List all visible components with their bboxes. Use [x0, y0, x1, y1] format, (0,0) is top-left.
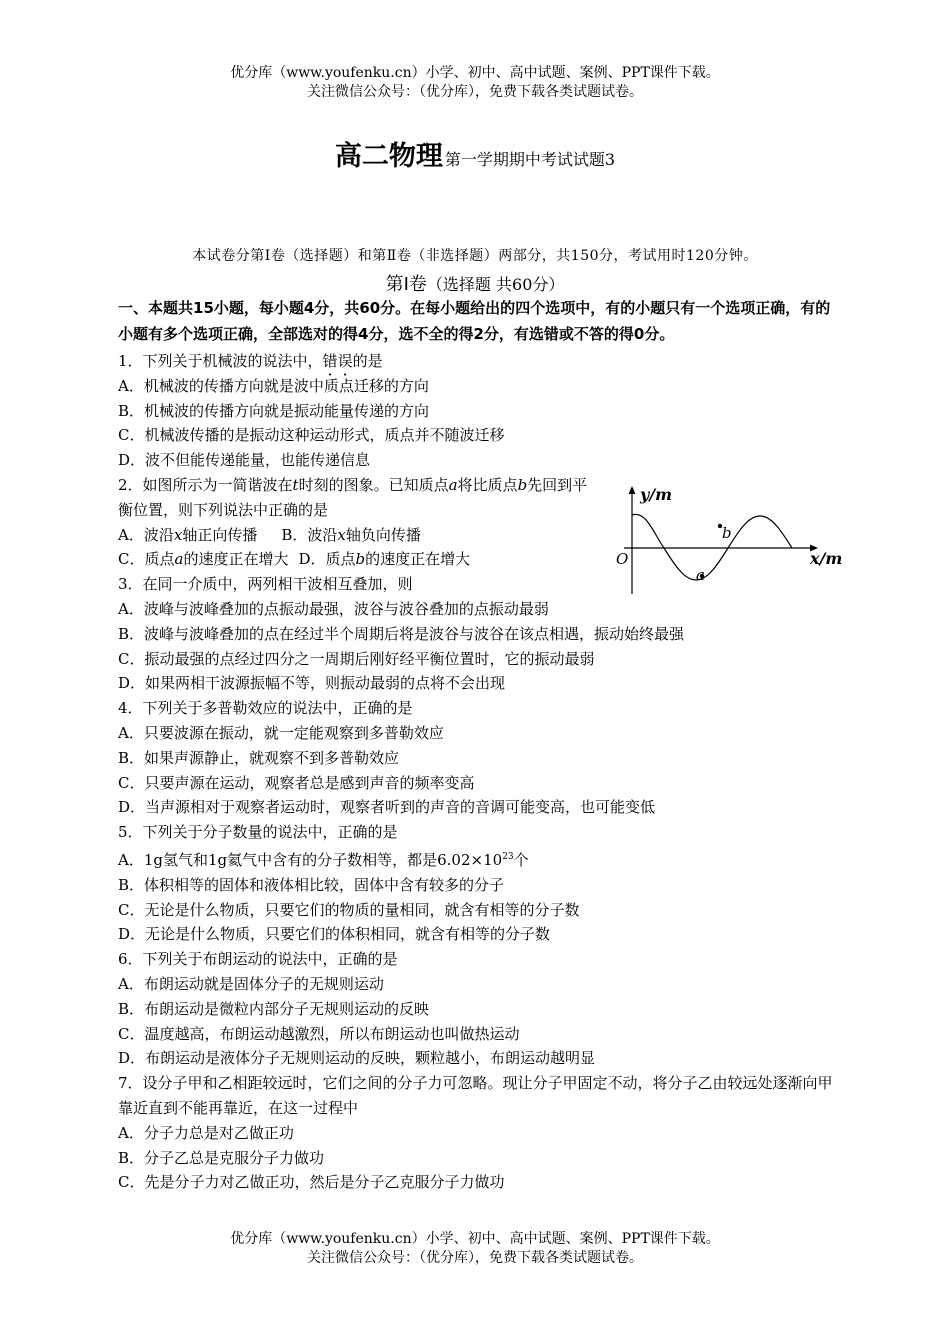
q2-stem-part-4: 先回到平衡位置，则下列说法中正确的是 — [118, 475, 588, 519]
q2-opt-d-pre: D．质点 — [298, 550, 356, 569]
q2-var-t: t — [292, 475, 299, 494]
q2-opt-a-x: x — [173, 525, 183, 544]
footer-line-1: 优分库（www.youfenku.cn）小学、初中、高中试题、案例、PPT课件下载。 — [230, 1231, 720, 1247]
origin-label: O — [616, 550, 629, 568]
q2-stem-part-2: 时刻的图象。已知质点 — [298, 475, 449, 494]
question-4-option-b: B．如果声源静止，就观察不到多普勒效应 — [118, 748, 400, 767]
q5-opt-a-exponent: 23 — [502, 851, 514, 862]
q2-stem-part-1: 2．如图所示为一简谐波在 — [118, 475, 293, 494]
question-7-stem: 7．设分子甲和乙相距较远时，它们之间的分子力可忽略。现让分子甲固定不动，将分子乙由较远处逐渐向甲靠近直到不能再靠近，在这一过程中 — [118, 1074, 833, 1117]
question-7-option-c: C．先是分子力对乙做正功，然后是分子乙克服分子力做功 — [118, 1173, 505, 1192]
question-1-option-a: A．机械波的传播方向就是波中质点迁移的方向 — [118, 376, 429, 395]
q2-opt-c-post: 的速度正在增大 — [183, 550, 289, 569]
page-header — [0, 64, 950, 102]
question-5-option-a — [118, 845, 840, 873]
question-4-option-a: A．只要波源在振动，就一定能观察到多普勒效应 — [118, 723, 444, 742]
volume-heading — [0, 270, 950, 296]
exam-intro: 本试卷分第Ⅰ卷（选择题）和第Ⅱ卷（非选择题）两部分，共150分，考试用时120分钟。 — [192, 248, 758, 264]
q2-opt-a-post: 轴正向传播 — [182, 525, 258, 544]
question-3-option-b: B．波峰与波峰叠加的点在经过半个周期后将是波谷与波谷在该点相遇，振动始终最强 — [118, 624, 685, 643]
point-a-label: a — [696, 566, 705, 584]
q5-opt-a-pre: A．1g氢气和1g氦气中含有的分子数相等，都是6.02×10 — [118, 850, 503, 869]
question-1-option-d: D．波不但能传递能量，也能传递信息 — [118, 451, 371, 470]
q2-opt-b-post: 轴负向传播 — [345, 525, 421, 544]
question-1 — [118, 349, 840, 473]
question-4-option-d: D．当声源相对于观察者运动时，观察者听到的声音的音调可能变高，也可能变低 — [118, 798, 656, 817]
question-3-option-a: A．波峰与波峰叠加的点振动最强，波谷与波谷叠加的点振动最弱 — [118, 599, 549, 618]
footer-line-2: 关注微信公众号：（优分库），免费下载各类试题试卷。 — [307, 1250, 643, 1266]
wave-graph — [612, 484, 852, 599]
q2-opt-a-pre: A．波沿 — [118, 525, 174, 544]
title-sub: 第一学期期中考试试题3 — [444, 150, 616, 169]
q2-opt-c-pre: C．质点 — [118, 550, 175, 569]
q2-opt-d-post: 的速度正在增大 — [365, 550, 471, 569]
q1-stem-emphasis-1: 错 — [322, 352, 338, 370]
section-instructions: 一、本题共15小题，每小题4分，共60分。在每小题给出的四个选项中，有的小题只有一个选项正确，有的小题有多个选项正确，全部选对的得4分，选不全的得2分，有选错或不答的得0分。 — [118, 299, 831, 343]
question-1-option-b: B．机械波的传播方向就是振动能量传递的方向 — [118, 401, 430, 420]
question-4-option-c: C．只要声源在运动，观察者总是感到声音的频率变高 — [118, 773, 475, 792]
question-3-option-d: D．如果两相干波源振幅不等，则振动最弱的点将不会出现 — [118, 674, 506, 693]
question-1-option-c: C．机械波传播的是振动这种运动形式，质点并不随波迁移 — [118, 426, 505, 445]
q5-opt-a-post: 个 — [513, 850, 529, 869]
question-7-option-a: A．分子力总是对乙做正功 — [118, 1123, 294, 1142]
question-5-option-b: B．体积相等的固体和液体相比较，固体中含有较多的分子 — [118, 875, 505, 894]
question-6 — [118, 947, 840, 1071]
document-title — [0, 134, 950, 173]
header-line-1: 优分库（www.youfenku.cn）小学、初中、高中试题、案例、PPT课件下载。 — [230, 65, 720, 81]
page-footer — [0, 1230, 950, 1268]
q1-stem-emphasis-2: 误 — [337, 352, 353, 370]
question-5-stem: 5．下列关于分子数量的说法中，正确的是 — [118, 823, 398, 842]
question-5 — [118, 820, 840, 947]
header-line-2: 关注微信公众号：（优分库），免费下载各类试题试卷。 — [307, 84, 643, 100]
q2-var-a: a — [448, 475, 458, 494]
question-2-stem — [118, 473, 598, 523]
q2-opt-c-sym: a — [174, 550, 184, 569]
question-4 — [118, 696, 840, 820]
question-6-option-c: C．温度越高，布朗运动越激烈，所以布朗运动也叫做热运动 — [118, 1024, 520, 1043]
question-7-option-b: B．分子乙总是克服分子力做功 — [118, 1148, 325, 1167]
wave-curve — [632, 514, 792, 580]
question-1-stem — [118, 349, 840, 374]
y-axis-arrow — [629, 486, 636, 494]
question-6-option-b: B．布朗运动是微粒内部分子无规则运动的反映 — [118, 999, 430, 1018]
q2-var-b: b — [517, 475, 528, 494]
question-3-option-c: C．振动最强的点经过四分之一周期后刚好经平衡位置时，它的振动最弱 — [118, 649, 595, 668]
question-5-option-c: C．无论是什么物质，只要它们的物质的量相同，就含有相等的分子数 — [118, 900, 580, 919]
wave-figure — [612, 484, 852, 599]
exam-content — [118, 296, 843, 1195]
q1-stem-post: 的是 — [352, 352, 383, 370]
q1-stem-pre: 1．下列关于机械波的说法中， — [118, 352, 323, 370]
question-3-stem: 3．在同一介质中，两列相干波相互叠加，则 — [118, 575, 413, 594]
question-4-stem: 4．下列关于多普勒效应的说法中，正确的是 — [118, 699, 413, 718]
question-6-stem: 6．下列关于布朗运动的说法中，正确的是 — [118, 950, 398, 969]
q2-opt-b-x: x — [337, 525, 346, 544]
title-main: 高二物理 — [334, 141, 443, 172]
point-b-label: b — [722, 524, 732, 542]
volume-main: 第Ⅰ卷 — [385, 274, 427, 295]
q2-opt-b-pre: B．波沿 — [281, 525, 338, 544]
volume-sub: （选择题 共60分） — [426, 275, 565, 294]
q2-opt-d-sym: b — [355, 550, 366, 569]
q2-stem-part-3: 将比质点 — [457, 475, 518, 494]
y-axis-label: y/m — [640, 485, 673, 504]
question-5-option-d: D．无论是什么物质，只要它们的体积相同，就含有相等的分子数 — [118, 925, 551, 944]
question-7 — [118, 1071, 840, 1195]
question-6-option-a: A．布朗运动就是固体分子的无规则运动 — [118, 974, 384, 993]
question-6-option-d: D．布朗运动是液体分子无规则运动的反映，颗粒越小，布朗运动越明显 — [118, 1049, 596, 1068]
x-axis-label: x/m — [810, 549, 843, 568]
